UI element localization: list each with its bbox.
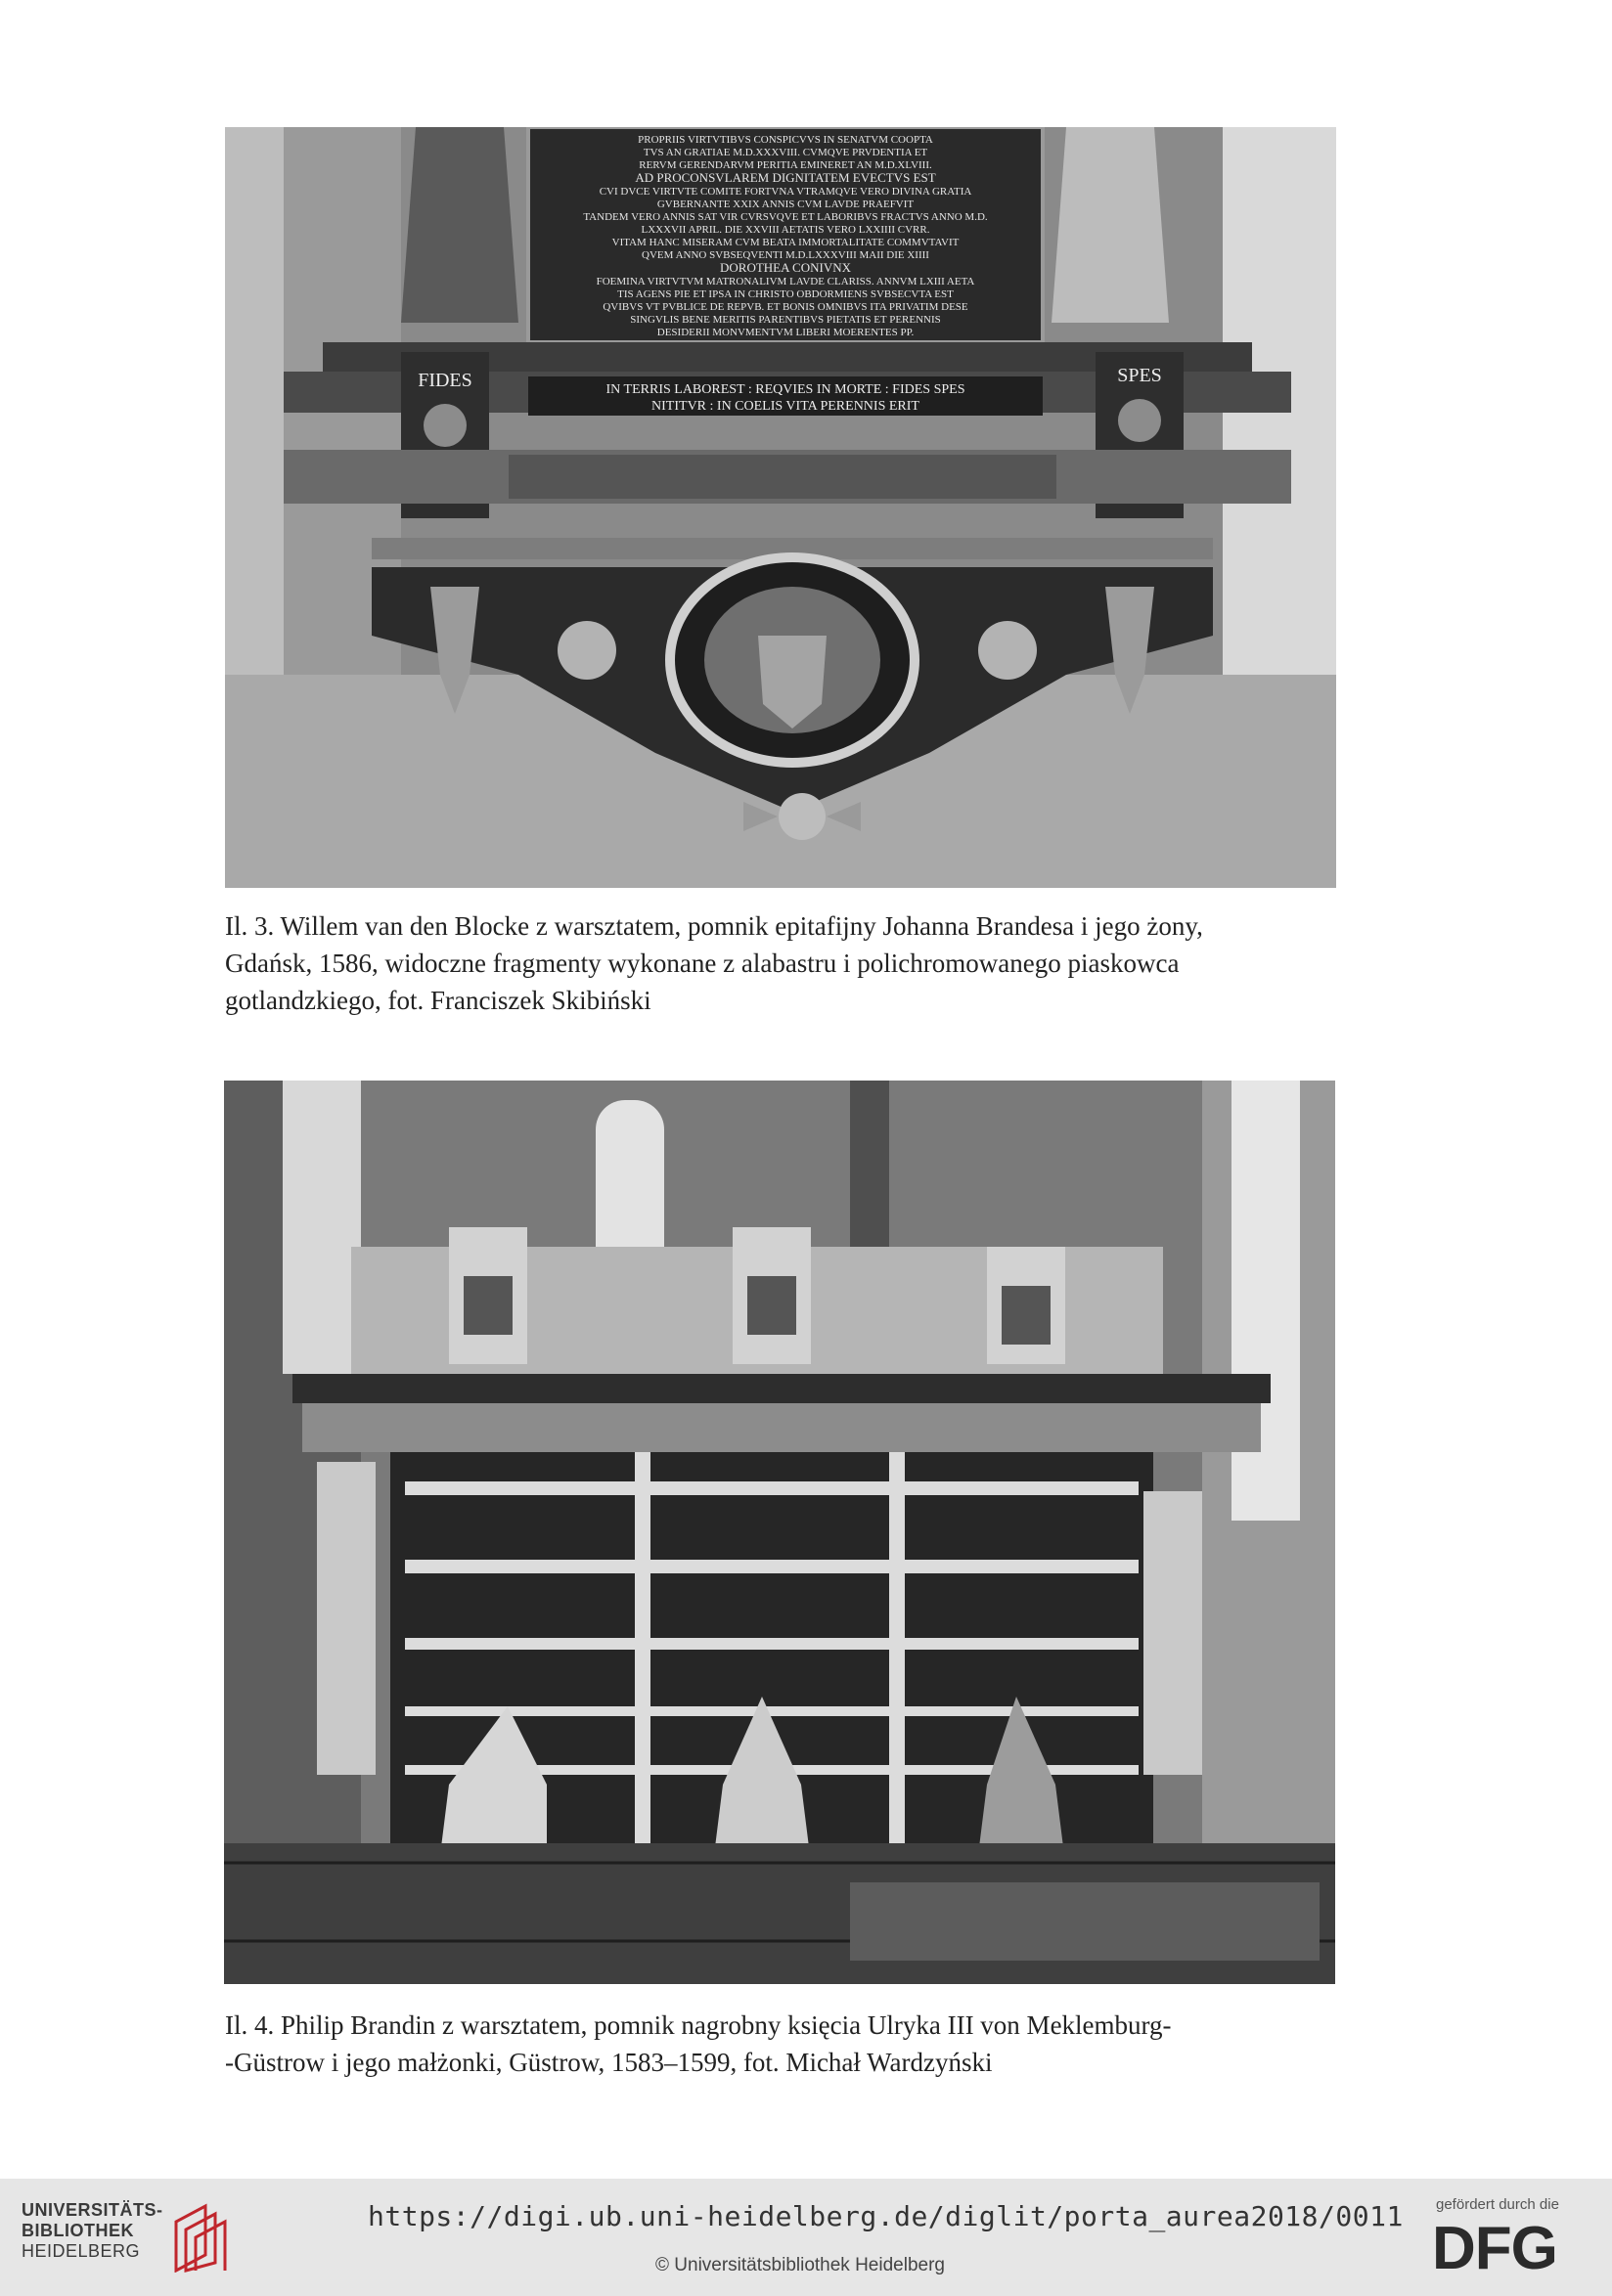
- plaque-line: TVS AN GRATIAE M.D.XXXVIII. CVMQVE PRVDENTIA ET: [643, 147, 928, 158]
- plaque-line: AD PROCONSVLAREM DIGNITATEM EVECTVS EST: [635, 170, 936, 185]
- footer-bar: [0, 2179, 1612, 2296]
- copyright-notice: © Universitätsbibliothek Heidelberg: [655, 2255, 945, 2275]
- plaque-line: VITAM HANC MISERAM CVM BEATA IMMORTALITATE COMMVTAVIT: [611, 237, 960, 248]
- plaque-line: DOROTHEA CONIVNX: [720, 260, 851, 275]
- library-logo[interactable]: [22, 2200, 256, 2274]
- caption-line: gotlandzkiego, fot. Franciszek Skibiński: [225, 986, 651, 1015]
- plaque-line: CVI DVCE VIRTVTE COMITE FORTVNA VTRAMQVE VERO DIVINA GRATIA: [599, 186, 972, 198]
- dfg-logo[interactable]: DFG: [1432, 2215, 1557, 2282]
- band-line-2: NITITVR : IN COELIS VITA PERENNIS ERIT: [651, 399, 919, 414]
- tomb-illustration: [224, 1081, 1335, 1984]
- epitaph-illustration: [225, 127, 1336, 888]
- plaque-line: PROPRIIS VIRTVTIBVS CONSPICVVS IN SENATVM COOPTA: [638, 134, 933, 146]
- plaque-line: GVBERNANTE XXIX ANNIS CVM LAVDE PRAEFVIT: [656, 199, 915, 210]
- plaque-line: LXXXVII APRIL. DIE XXVIII AETATIS VERO LXXIIII CVRR.: [641, 224, 930, 236]
- library-name: [22, 2200, 163, 2262]
- spes-label: SPES: [1117, 365, 1162, 386]
- fides-label: FIDES: [418, 370, 472, 391]
- plaque-line: RERVM GERENDARVM PERITIA EMINERET AN M.D.XLVIII.: [639, 159, 932, 171]
- plaque-line: DESIDERII MONVMENTVM LIBERI MOERENTES PP.: [656, 327, 915, 338]
- plaque-line: QVIBVS VT PVBLICE DE REPVB. ET BONIS OMNIBVS ITA PRIVATIM DESE: [603, 301, 968, 313]
- caption-figure-4: [225, 2007, 1340, 2081]
- plaque-line: SINGVLIS BENE MERITIS PARENTIBVS PIETATIS ET PERENNIS: [630, 314, 941, 326]
- photo-epitaph-brandes: [225, 127, 1336, 888]
- plaque-line: TANDEM VERO ANNIS SAT VIR CVRSVQVE ET LABORIBVS FRACTVS ANNO M.D.: [583, 211, 988, 223]
- library-name-line: HEIDELBERG: [22, 2241, 141, 2261]
- plaque-line: FOEMINA VIRTVTVM MATRONALIVM LAVDE CLARISS. ANNVM LXIII AETA: [596, 276, 975, 287]
- document-url-link[interactable]: https://digi.ub.uni-heidelberg.de/diglit/porta_aurea2018/0011: [368, 2200, 1404, 2232]
- library-name-line: BIBLIOTHEK: [22, 2221, 134, 2240]
- caption-line: -Güstrow i jego małżonki, Güstrow, 1583–1599, fot. Michał Wardzyński: [225, 2048, 993, 2077]
- plaque-line: TIS AGENS PIE ET IPSA IN CHRISTO OBDORMIENS SVBSECVTA EST: [617, 288, 954, 300]
- caption-line: Il. 4. Philip Brandin z warsztatem, pomnik nagrobny księcia Ulryka III von Meklemburg-: [225, 2010, 1172, 2040]
- plaque-line: QVEM ANNO SVBSEQVENTI M.D.LXXXVIII MAII DIE XIIII: [642, 249, 929, 261]
- caption-line: Il. 3. Willem van den Blocke z warsztatem, pomnik epitafijny Johanna Brandesa i jego żony,: [225, 911, 1203, 941]
- caption-figure-3: [225, 907, 1340, 1019]
- dfg-funding-note: gefördert durch die: [1436, 2196, 1559, 2213]
- band-line-1: IN TERRIS LABOREST : REQVIES IN MORTE : FIDES SPES: [605, 382, 965, 397]
- ub-bookmark-icon: [166, 2202, 246, 2273]
- library-name-line: UNIVERSITÄTS-: [22, 2200, 163, 2220]
- photo-tomb-ulrich: [224, 1081, 1335, 1984]
- caption-line: Gdańsk, 1586, widoczne fragmenty wykonane z alabastru i polichromowanego piaskowca: [225, 949, 1180, 978]
